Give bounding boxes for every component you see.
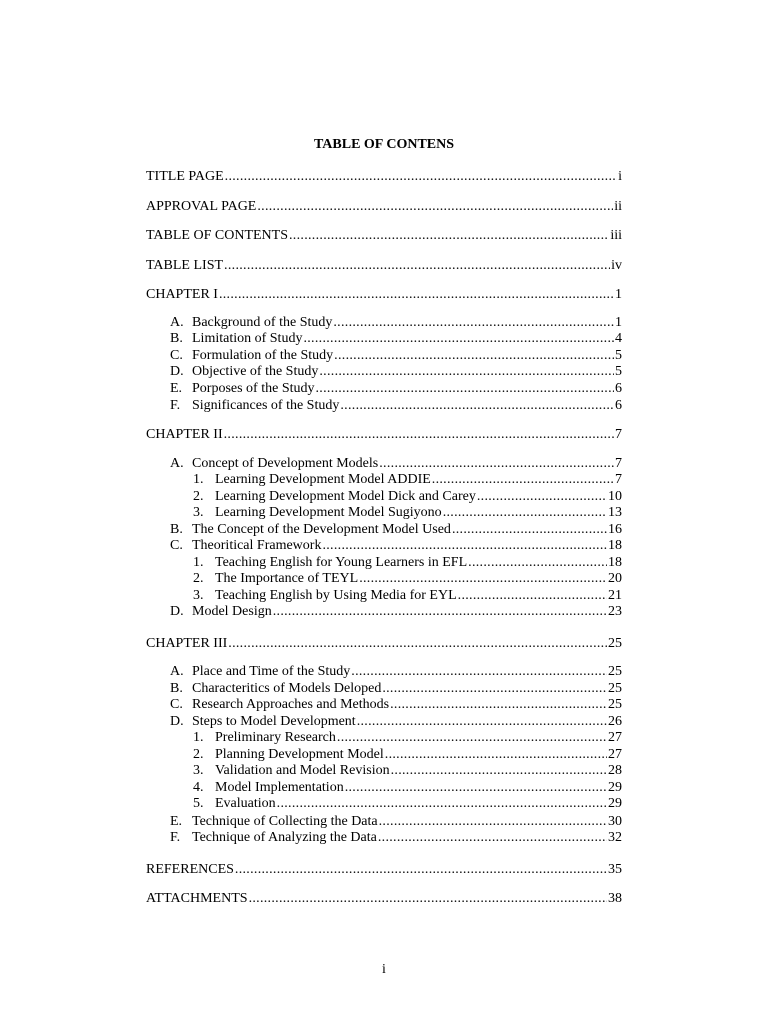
toc-label: Characteritics of Models Deloped <box>192 681 382 696</box>
toc-page-number: 28 <box>608 763 622 778</box>
toc-marker: E. <box>170 814 183 829</box>
toc-label: Background of the Study <box>192 315 333 330</box>
toc-leader-dots <box>225 168 617 186</box>
toc-marker: D. <box>170 364 184 379</box>
toc-label: Learning Development Model Dick and Carey <box>215 489 476 504</box>
toc-page-number: 13 <box>608 505 622 520</box>
toc-page-number: 27 <box>608 730 622 745</box>
toc-leader-dots <box>273 603 607 621</box>
toc-label: Technique of Collecting the Data <box>192 814 378 829</box>
toc-leader-dots <box>391 762 607 780</box>
toc-page-number: 32 <box>608 830 622 845</box>
toc-section <box>146 198 622 216</box>
toc-leader-dots <box>303 330 614 348</box>
toc-label: CHAPTER I <box>146 287 218 302</box>
toc-page-number: 38 <box>608 891 622 906</box>
toc-subsection <box>170 537 622 555</box>
toc-label: Learning Development Model ADDIE <box>215 472 431 487</box>
toc-subitem <box>193 570 622 588</box>
toc-marker: 1. <box>193 472 204 487</box>
toc-marker: F. <box>170 830 181 845</box>
page-number: i <box>382 962 386 977</box>
toc-marker: 3. <box>193 588 204 603</box>
toc-label: The Concept of the Development Model Used <box>192 522 451 537</box>
toc-page-number: 6 <box>615 398 622 413</box>
toc-label: The Importance of TEYL <box>215 571 359 586</box>
toc-label: Validation and Model Revision <box>215 763 390 778</box>
toc-label: Concept of Development Models <box>192 456 379 471</box>
toc-label: Technique of Analyzing the Data <box>192 830 377 845</box>
toc-marker: E. <box>170 381 183 396</box>
toc-marker: C. <box>170 348 183 363</box>
toc-label: Learning Development Model Sugiyono <box>215 505 442 520</box>
toc-leader-dots <box>351 663 607 681</box>
toc-leader-dots <box>319 363 614 381</box>
toc-page-number: 29 <box>608 780 622 795</box>
toc-page-number: 1 <box>615 315 622 330</box>
toc-leader-dots <box>432 471 614 489</box>
toc-marker: F. <box>170 398 181 413</box>
toc-subsection <box>170 397 622 415</box>
toc-label: Model Design <box>192 604 272 619</box>
toc-leader-dots <box>390 696 607 714</box>
toc-page-number: i <box>618 169 622 184</box>
toc-subitem <box>193 504 622 522</box>
toc-marker: 2. <box>193 489 204 504</box>
toc-page-number: 26 <box>608 714 622 729</box>
toc-page-number: 35 <box>608 862 622 877</box>
toc-marker: C. <box>170 538 183 553</box>
toc-label: Place and Time of the Study <box>192 664 351 679</box>
toc-label: Limitation of Study <box>192 331 303 346</box>
toc-leader-dots <box>340 397 614 415</box>
toc-label: Teaching English for Young Learners in EFL <box>215 555 468 570</box>
toc-label: Planning Development Model <box>215 747 384 762</box>
toc-marker: 3. <box>193 505 204 520</box>
toc-marker: A. <box>170 664 184 679</box>
toc-page-number: iii <box>610 228 622 243</box>
toc-leader-dots <box>235 861 607 879</box>
toc-page-number: 10 <box>608 489 622 504</box>
toc-subitem <box>193 762 622 780</box>
toc-subsection <box>170 330 622 348</box>
toc-section <box>146 861 622 879</box>
toc-page-number: 25 <box>608 664 622 679</box>
toc-page-number: 7 <box>615 427 622 442</box>
toc-subsection <box>170 696 622 714</box>
toc-leader-dots <box>289 227 609 245</box>
toc-leader-dots <box>322 537 607 555</box>
toc-page-number: 16 <box>608 522 622 537</box>
toc-page-number: 7 <box>615 472 622 487</box>
toc-marker: 1. <box>193 555 204 570</box>
toc-marker: 4. <box>193 780 204 795</box>
toc-marker: 5. <box>193 796 204 811</box>
toc-leader-dots <box>219 286 614 304</box>
toc-marker: B. <box>170 681 183 696</box>
toc-section <box>146 227 622 245</box>
toc-leader-dots <box>257 198 613 216</box>
toc-page-number: 25 <box>608 681 622 696</box>
toc-marker: B. <box>170 331 183 346</box>
toc-subsection <box>170 380 622 398</box>
toc-label: TITLE PAGE <box>146 169 224 184</box>
toc-page-number: 20 <box>608 571 622 586</box>
toc-page-number: 21 <box>608 588 622 603</box>
toc-label: Evaluation <box>215 796 276 811</box>
toc-marker: D. <box>170 604 184 619</box>
toc-section <box>146 168 622 186</box>
toc-page-number: 4 <box>615 331 622 346</box>
toc-label: Porposes of the Study <box>192 381 315 396</box>
toc-page-number: 18 <box>608 555 622 570</box>
toc-label: Steps to Model Development <box>192 714 356 729</box>
toc-subsection <box>170 363 622 381</box>
toc-section <box>146 426 622 444</box>
toc-page-number: 23 <box>608 604 622 619</box>
toc-leader-dots <box>359 570 607 588</box>
toc-section <box>146 635 622 653</box>
page-title: TABLE OF CONTENS <box>313 137 455 152</box>
toc-page-number: 30 <box>608 814 622 829</box>
toc-label: Significances of the Study <box>192 398 340 413</box>
toc-page-number: 5 <box>615 364 622 379</box>
toc-page-number: 27 <box>608 747 622 762</box>
toc-leader-dots <box>277 795 607 813</box>
toc-marker: 2. <box>193 747 204 762</box>
toc-marker: B. <box>170 522 183 537</box>
toc-label: APPROVAL PAGE <box>146 199 257 214</box>
toc-subsection <box>170 829 622 847</box>
toc-label: Model Implementation <box>215 780 344 795</box>
toc-label: ATTACHMENTS <box>146 891 248 906</box>
toc-label: CHAPTER III <box>146 636 228 651</box>
toc-leader-dots <box>224 426 614 444</box>
toc-marker: A. <box>170 456 184 471</box>
toc-section <box>146 286 622 304</box>
toc-label: TABLE LIST <box>146 258 224 273</box>
toc-label: Theoritical Framework <box>192 538 322 553</box>
toc-leader-dots <box>228 635 607 653</box>
toc-label: Objective of the Study <box>192 364 319 379</box>
toc-marker: 2. <box>193 571 204 586</box>
toc-leader-dots <box>443 504 607 522</box>
toc-marker: 3. <box>193 763 204 778</box>
toc-leader-dots <box>378 829 607 847</box>
toc-subitem <box>193 471 622 489</box>
toc-subsection <box>170 663 622 681</box>
toc-label: Teaching English by Using Media for EYL <box>215 588 457 603</box>
toc-page-number: 7 <box>615 456 622 471</box>
toc-page-number: 1 <box>615 287 622 302</box>
toc-page-number: 18 <box>608 538 622 553</box>
toc-subitem <box>193 729 622 747</box>
toc-section <box>146 257 622 275</box>
toc-page-number: iv <box>611 258 622 273</box>
toc-label: Formulation of the Study <box>192 348 334 363</box>
toc-marker: A. <box>170 315 184 330</box>
toc-leader-dots <box>337 729 607 747</box>
toc-label: Research Approaches and Methods <box>192 697 390 712</box>
toc-page-number: 25 <box>608 697 622 712</box>
toc-subitem <box>193 795 622 813</box>
toc-page-number: 25 <box>608 636 622 651</box>
toc-marker: D. <box>170 714 184 729</box>
toc-leader-dots <box>249 890 607 908</box>
toc-leader-dots <box>316 380 615 398</box>
toc-leader-dots <box>224 257 610 275</box>
toc-label: TABLE OF CONTENTS <box>146 228 288 243</box>
toc-marker: 1. <box>193 730 204 745</box>
toc-page-number: ii <box>614 199 622 214</box>
toc-section <box>146 890 622 908</box>
toc-page-number: 6 <box>615 381 622 396</box>
toc-label: REFERENCES <box>146 862 234 877</box>
toc-page-number: 5 <box>615 348 622 363</box>
toc-subsection <box>170 603 622 621</box>
toc-label: Preliminary Research <box>215 730 336 745</box>
toc-marker: C. <box>170 697 183 712</box>
toc-label: CHAPTER II <box>146 427 223 442</box>
toc-page-number: 29 <box>608 796 622 811</box>
